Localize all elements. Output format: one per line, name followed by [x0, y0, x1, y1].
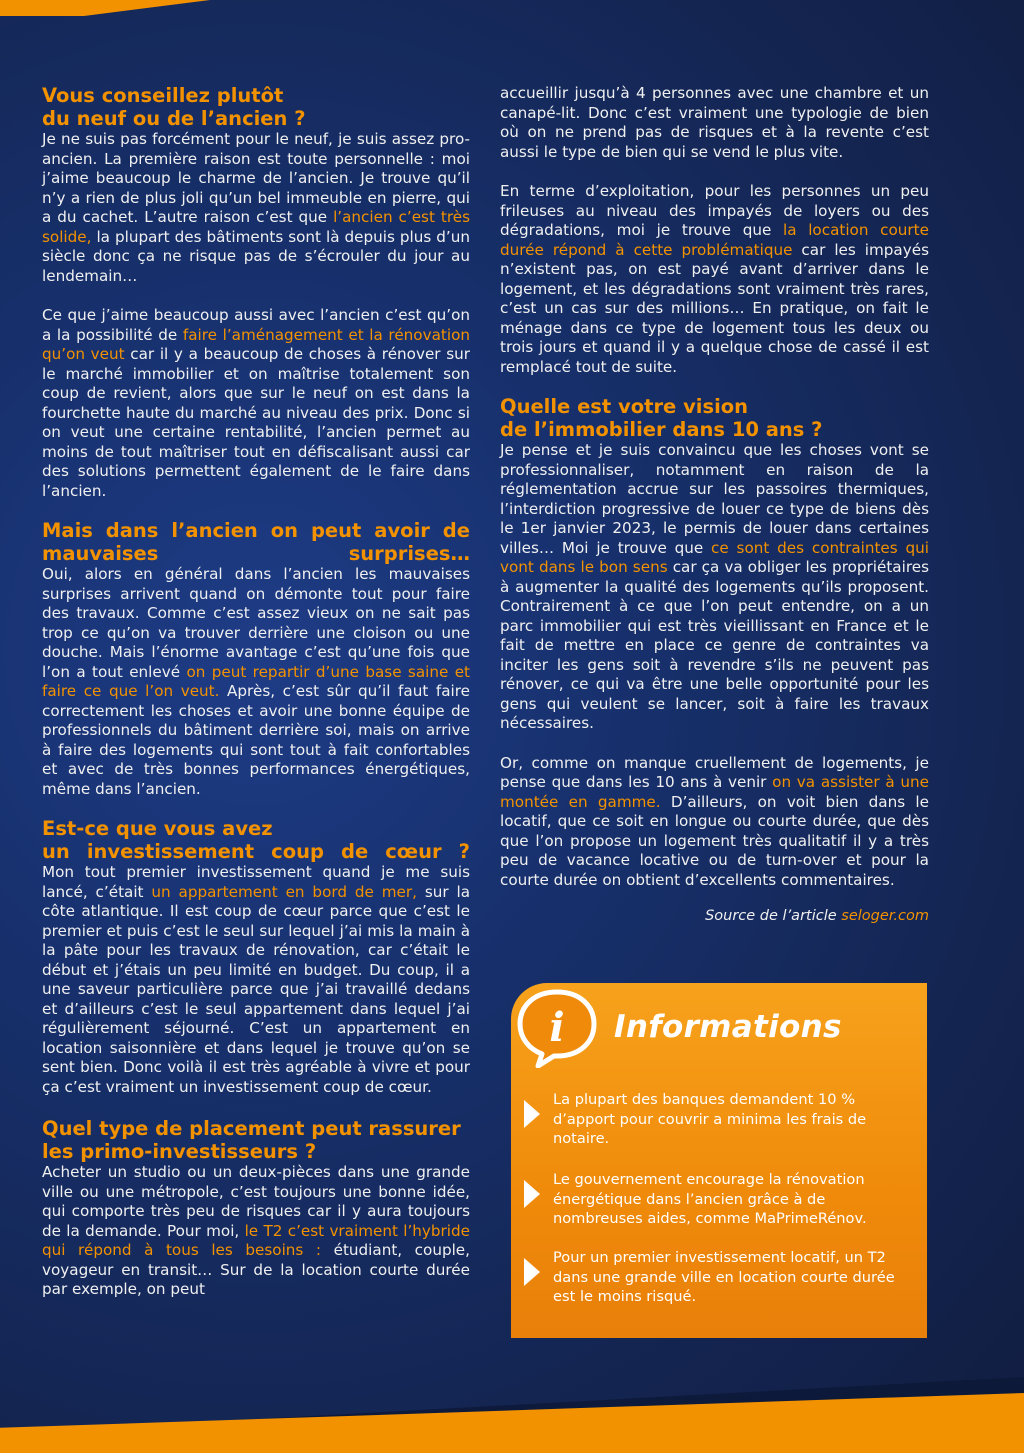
- top-orange-accent: [0, 0, 210, 16]
- arrow-right-icon: [524, 1100, 540, 1128]
- left-column: [42, 84, 470, 1300]
- article-source: Source de l’article seloger.com: [705, 908, 929, 924]
- answer-paragraph: Oui, alors en général dans l’ancien les mauvaises surprises arrivent quand on démonte tout pour faire des travaux. Comme c’est assez vieux on ne sait pas trop ce qu’on va trouver derrière une cloison ou une douche. Mais l’énorme avantage c’est qu’une fois que l’on a tout enlevé on peut repartir d’une base saine et faire ce que l’on veut. Après, c’est sûr qu’il faut faire correctement les choses et avoir une bonne équipe de professionnels du bâtiment derrière soi, mais on arrive à faire des logements qui sont tout à fait confortables et avec de très bonnes performances énergétiques, même dans l’ancien.: [42, 565, 470, 798]
- highlight-text: un appartement en bord de mer,: [151, 882, 417, 901]
- right-column: [500, 84, 929, 924]
- highlight-text: l’ancien c’est très solide,: [42, 208, 471, 246]
- arrow-right-icon: [524, 1180, 540, 1208]
- answer-paragraph: En terme d’exploitation, pour les personnes un peu frileuses au niveau des impayés de loyers ou des dégradations, moi je trouve que la location courte durée répond à cette problématique car les impayés n’existent pas, on est payé avant d’arriver dans le logement, et les dégradations sont vraiment très rares, c’est un cas sur des millions… En pratique, on fait le ménage dans ce type de logement tous les deux ou trois jours et quand il y a quelque chose de cassé il est remplacé tout de suite.: [500, 182, 929, 376]
- answer-paragraph: accueillir jusqu’à 4 personnes avec une chambre et un canapé-lit. Donc c’est vraiment une typologie de bien où on ne prend pas de risques et à la revente c’est aussi le type de bien qui se vend le plus vite.: [500, 84, 929, 161]
- answer-paragraph: Acheter un studio ou un deux-pièces dans une grande ville ou une métropole, c’est toujours une bonne idée, qui comporte très peu de risques car il y aura toujours de la demande. Pour moi, le T2 c’est vraiment l’hybride qui répond à tous les besoins : étudiant, couple, voyageur en transit… Sur de la location courte durée par exemple, on peut: [42, 1163, 470, 1298]
- highlight-text: la location courte durée répond à cette problématique: [500, 221, 929, 259]
- question-heading-primo-investisseurs: Quel type de placement peut rassurer les primo-investisseurs ?: [42, 1117, 461, 1163]
- highlight-text: le T2 c’est vraiment l’hybride qui répond à tous les besoins :: [42, 1221, 470, 1259]
- highlight-text: ce sont des contraintes qui vont dans le bon sens: [500, 538, 929, 576]
- answer-paragraph: Je ne suis pas forcément pour le neuf, je suis assez pro-ancien. La première raison est toute personnelle : moi j’aime beaucoup le charme de l’ancien. Je trouve qu’il n’y a rien de plus joli qu’un bel immeuble en pierre, qui a du cachet. L’autre raison c’est que l’ancien c’est très solide, la plupart des bâtiments sont là depuis plus d’un siècle donc ça ne risque pas de s’écrouler du jour au lendemain…: [42, 130, 471, 285]
- question-heading-vision-10-ans: Quelle est votre vision de l’immobilier dans 10 ans ?: [500, 395, 823, 441]
- info-list-item: Le gouvernement encourage la rénovation énergétique dans l’ancien grâce à de nombreuses aides, comme MaPrimeRénov.: [524, 1170, 914, 1229]
- highlight-text: on peut repartir d’une base saine et faire ce que l’on veut.: [42, 662, 470, 700]
- bottom-orange-band: [0, 1393, 1024, 1453]
- info-badge-letter: i: [549, 1004, 565, 1051]
- info-list-item: Pour un premier investissement locatif, un T2 dans une grande ville en location courte durée est le moins risqué.: [524, 1248, 914, 1307]
- info-box-title: Informations: [614, 1009, 842, 1045]
- info-list-item: La plupart des banques demandent 10 % d’apport pour couvrir a minima les frais de notaire.: [524, 1090, 914, 1149]
- highlight-text: faire l’aménagement et la rénovation qu’on veut: [42, 325, 470, 363]
- source-link[interactable]: seloger.com: [841, 908, 929, 924]
- question-heading-mauvaises-surprises: Mais dans l’ancien on peut avoir de mauvaises surprises…: [42, 519, 470, 565]
- question-heading-coup-de-coeur: Est-ce que vous avez un investissement coup de cœur ?: [42, 817, 470, 863]
- answer-paragraph: Mon tout premier investissement quand je me suis lancé, c’était un appartement en bord de mer, sur la côte atlantique. Il est coup de cœur parce que c’est le premier et puis c’est le seul sur lequel j’ai mis la main à la pâte pour les travaux de rénovation, car c’était le début et j’étais un peu limité en budget. Du coup, il a une saveur particulière parce que j’ai travaillé dedans et d’ailleurs c’est le seul appartement dans lequel j’ai régulièrement séjourné. C’est un appartement en location saisonnière et dans lequel je trouve qu’on se sent bien. Donc voilà il est très agréable à vivre et pour ça c’est vraiment un investissement coup de cœur.: [42, 863, 471, 1096]
- answer-paragraph: Ce que j’aime beaucoup aussi avec l’ancien c’est qu’on a la possibilité de faire l’aménagement et la rénovation qu’on veut car il y a beaucoup de choses à rénover sur le marché immobilier et on maîtrise totalement son coup de revient, alors que sur le neuf on est dans la fourchette haute du marché au niveau des prix. Donc si on veut une certaine rentabilité, l’ancien permet au moins de tout maîtriser tout en défiscalisant aussi car des solutions permettent également de le faire dans l’ancien.: [42, 306, 470, 500]
- info-speech-bubble-icon: [512, 986, 602, 1068]
- arrow-right-icon: [524, 1258, 540, 1286]
- question-heading-neuf-ancien: Vous conseillez plutôt du neuf ou de l’ancien ?: [42, 84, 306, 130]
- highlight-text: on va assister à une montée en gamme.: [500, 773, 929, 811]
- answer-paragraph: Or, comme on manque cruellement de logements, je pense que dans les 10 ans à venir on va assister à une montée en gamme. D’ailleurs, on voit bien dans le locatif, que ce soit en longue ou courte durée, que dès que l’on propose un logement très qualitatif il y a très peu de vacance locative ou de turn-over et pour la courte durée on obtient d’excellents commentaires.: [500, 753, 929, 889]
- answer-paragraph: Je pense et je suis convaincu que les choses vont se professionnaliser, notamment en raison de la réglementation accrue sur les passoires thermiques, l’interdiction progressive de louer ce type de biens dès le 1er janvier 2023, le permis de louer dans certaines villes… Moi je trouve que ce sont des contraintes qui vont dans le bon sens car ça va obliger les propriétaires à augmenter la qualité des logements qu’ils proposent. Contrairement à ce que l’on peut entendre, on a un parc immobilier qui est très vieillissant en France et le fait de mettre en place ce genre de contraintes va inciter les gens soit à revendre s’ils ne peuvent pas rénover, ce qui va être une belle opportunité pour les gens qui veulent se lancer, soit à faire les travaux nécessaires.: [500, 441, 929, 732]
